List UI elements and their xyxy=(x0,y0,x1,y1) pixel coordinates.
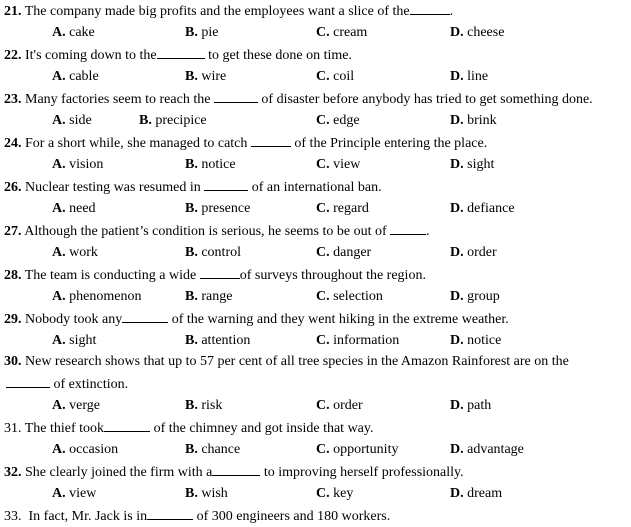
question-number: 21. xyxy=(4,4,22,19)
question-number: 27. xyxy=(4,224,22,239)
option-c[interactable]: C. regard xyxy=(316,201,369,216)
options-31 xyxy=(0,441,631,459)
option-d[interactable]: D. defiance xyxy=(450,201,515,216)
question-text: In fact, Mr. Jack is in xyxy=(28,509,148,524)
question-text: Nobody took any xyxy=(25,312,123,327)
option-c[interactable]: C. danger xyxy=(316,245,372,260)
option-a[interactable]: A. side xyxy=(52,113,92,128)
question-32 xyxy=(4,463,464,482)
option-d[interactable]: D. cheese xyxy=(450,25,505,40)
option-c[interactable]: C. opportunity xyxy=(316,442,399,457)
option-c[interactable]: C. selection xyxy=(316,289,383,304)
question-23 xyxy=(4,90,593,109)
question-text: She clearly joined the firm with a xyxy=(25,465,213,480)
options-30 xyxy=(0,397,631,415)
option-b[interactable]: B. chance xyxy=(185,442,241,457)
question-text-end: to get these done on time. xyxy=(208,48,352,63)
option-b[interactable]: B. notice xyxy=(185,157,236,172)
options-24 xyxy=(0,156,631,174)
option-a[interactable]: A. phenomenon xyxy=(52,289,142,304)
question-text-end: of 300 engineers and 180 workers. xyxy=(196,509,391,524)
answer-blank[interactable] xyxy=(157,46,205,59)
question-text-end: of disaster before anybody has tried to get something done. xyxy=(261,92,593,107)
question-text: New research shows that up to 57 per cent of all tree species in the Amazon Rainforest are on the xyxy=(25,354,569,369)
answer-blank[interactable] xyxy=(204,178,248,191)
question-text: The thief took xyxy=(24,421,105,436)
question-text-end: to improving herself professionally. xyxy=(263,465,464,480)
option-d[interactable]: D. order xyxy=(450,245,497,260)
question-number: 31. xyxy=(4,421,22,436)
option-a[interactable]: A. work xyxy=(52,245,98,260)
answer-blank[interactable] xyxy=(200,266,240,279)
options-29 xyxy=(0,332,631,350)
option-d[interactable]: D. dream xyxy=(450,486,503,501)
option-d[interactable]: D. sight xyxy=(450,157,495,172)
question-text-end: . xyxy=(449,4,454,19)
question-text: Nuclear testing was resumed in xyxy=(25,180,201,195)
option-a[interactable]: A. cable xyxy=(52,69,99,84)
answer-blank[interactable] xyxy=(122,310,168,323)
answer-blank[interactable] xyxy=(251,134,291,147)
question-21 xyxy=(4,2,453,21)
option-b[interactable]: B. wish xyxy=(185,486,228,501)
options-22 xyxy=(0,68,631,86)
options-23 xyxy=(0,112,631,130)
option-b[interactable]: B. pie xyxy=(185,25,219,40)
option-c[interactable]: C. key xyxy=(316,486,354,501)
question-text-end: of surveys throughout the region. xyxy=(239,268,426,283)
options-26 xyxy=(0,200,631,218)
answer-blank[interactable] xyxy=(212,463,260,476)
question-text: For a short while, she managed to catch xyxy=(25,136,248,151)
question-text-end: of the warning and they went hiking in the extreme weather. xyxy=(171,312,509,327)
question-number: 23. xyxy=(4,92,22,107)
question-number: 32. xyxy=(4,465,22,480)
option-d[interactable]: D. line xyxy=(450,69,489,84)
option-d[interactable]: D. brink xyxy=(450,113,497,128)
question-31 xyxy=(4,419,374,438)
option-a[interactable]: A. occasion xyxy=(52,442,119,457)
answer-blank[interactable] xyxy=(6,375,50,388)
question-number: 33. xyxy=(4,509,22,524)
option-c[interactable]: C. edge xyxy=(316,113,360,128)
option-c[interactable]: C. view xyxy=(316,157,361,172)
question-number: 28. xyxy=(4,268,22,283)
answer-blank[interactable] xyxy=(214,90,258,103)
question-text-end: of an international ban. xyxy=(251,180,382,195)
options-27 xyxy=(0,244,631,262)
question-29 xyxy=(4,310,509,329)
question-number: 22. xyxy=(4,48,22,63)
option-c[interactable]: C. information xyxy=(316,333,400,348)
question-33 xyxy=(4,507,390,526)
option-c[interactable]: C. coil xyxy=(316,69,355,84)
option-a[interactable]: A. view xyxy=(52,486,97,501)
options-21 xyxy=(0,24,631,42)
options-32 xyxy=(0,485,631,503)
question-number: 24. xyxy=(4,136,22,151)
option-b[interactable]: B. wire xyxy=(185,69,227,84)
question-text: Although the patient’s condition is serious, he seems to be out of xyxy=(24,224,387,239)
option-a[interactable]: A. verge xyxy=(52,398,100,413)
option-b[interactable]: B. range xyxy=(185,289,233,304)
question-text-end: of the Principle entering the place. xyxy=(294,136,488,151)
options-28 xyxy=(0,288,631,306)
question-24 xyxy=(4,134,487,153)
option-a[interactable]: A. vision xyxy=(52,157,104,172)
question-text-end: . xyxy=(426,224,430,239)
answer-blank[interactable] xyxy=(147,507,193,520)
option-a[interactable]: A. cake xyxy=(52,25,95,40)
answer-blank[interactable] xyxy=(390,222,426,235)
option-b[interactable]: B. presence xyxy=(185,201,251,216)
option-a[interactable]: A. need xyxy=(52,201,96,216)
question-number: 29. xyxy=(4,312,22,327)
question-number: 26. xyxy=(4,180,22,195)
answer-blank[interactable] xyxy=(410,2,450,15)
option-d[interactable]: D. path xyxy=(450,398,492,413)
question-text: It's coming down to the xyxy=(25,48,157,63)
question-30 xyxy=(4,353,569,371)
option-d[interactable]: D. notice xyxy=(450,333,502,348)
question-text-end: of the chimney and got inside that way. xyxy=(153,421,374,436)
option-d[interactable]: D. group xyxy=(450,289,500,304)
question-22 xyxy=(4,46,352,65)
question-text-end: of extinction. xyxy=(53,377,129,392)
option-b[interactable]: B. attention xyxy=(185,333,251,348)
question-number: 30. xyxy=(4,354,22,369)
question-text: The team is conducting a wide xyxy=(24,268,197,283)
question-text: Many factories seem to reach the xyxy=(25,92,211,107)
question-27 xyxy=(4,222,430,241)
option-c[interactable]: C. order xyxy=(316,398,363,413)
option-a[interactable]: A. sight xyxy=(52,333,97,348)
option-c[interactable]: C. cream xyxy=(316,25,368,40)
option-d[interactable]: D. advantage xyxy=(450,442,524,457)
question-30-continuation xyxy=(6,375,128,394)
question-text: The company made big profits and the employees want a slice of the xyxy=(24,4,410,19)
option-b[interactable]: B. precipice xyxy=(139,113,207,128)
question-28 xyxy=(4,266,426,285)
answer-blank[interactable] xyxy=(104,419,150,432)
option-b[interactable]: B. control xyxy=(185,245,241,260)
option-b[interactable]: B. risk xyxy=(185,398,223,413)
question-26 xyxy=(4,178,382,197)
